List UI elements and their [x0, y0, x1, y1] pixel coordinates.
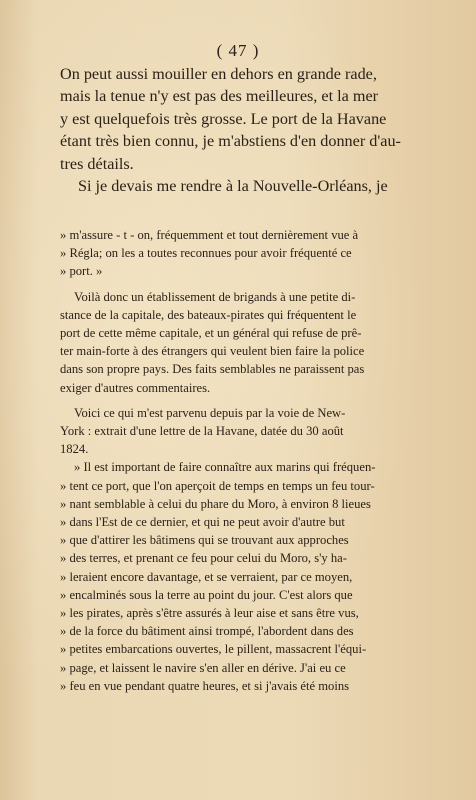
- text-line: mais la tenue n'y est pas des meilleures, et la mer: [60, 87, 379, 106]
- note-text-block: [60, 226, 422, 695]
- paragraph-line: stance de la capitale, des bateaux-pirates qui fréquentent le: [60, 307, 357, 322]
- text-line: tres détails.: [60, 154, 134, 173]
- quote-line: » dans l'Est de ce dernier, et qui ne peut avoir d'autre but: [60, 515, 345, 530]
- text-line: Si je devais me rendre à la Nouvelle-Orléans, je: [78, 177, 388, 196]
- text-line: On peut aussi mouiller en dehors en grande rade,: [60, 65, 377, 83]
- quote-line: » leraient encore davantage, et se verraient, par ce moyen,: [60, 569, 353, 584]
- quote-line: » les pirates, après s'être assurés à leur aise et sans être vus,: [60, 606, 359, 621]
- quote-line: » des terres, et prenant ce feu pour celui du Moro, s'y ha-: [60, 551, 347, 566]
- quote-line: » m'assure - t - on, fréquemment et tout dernièrement vue à: [60, 228, 359, 242]
- paragraph-line: Voici ce qui m'est parvenu depuis par la voie de New-: [74, 405, 346, 420]
- quote-line: » tent ce port, que l'on aperçoit de temps en temps un feu tour-: [60, 478, 375, 493]
- text-line: y est quelquefois très grosse. Le port de la Havane: [60, 109, 387, 128]
- paragraph-line: ter main-forte à des étrangers qui veulent bien faire la police: [60, 344, 365, 359]
- quote-line: » feu en vue pendant quatre heures, et si j'avais été moins: [60, 678, 350, 693]
- quote-line: » page, et laissent le navire s'en aller en dérive. J'ai eu ce: [60, 660, 346, 675]
- paragraph-line: exiger d'autres commentaires.: [60, 380, 211, 395]
- quote-line: » nant semblable à celui du phare du Moro, à environ 8 lieues: [60, 496, 371, 511]
- quote-line: » port. »: [60, 264, 103, 279]
- quote-line: » petites embarcations ouvertes, le pillent, massacrent l'équi-: [60, 642, 367, 657]
- main-text-block: [60, 63, 422, 197]
- page-number: ( 47 ): [216, 41, 260, 60]
- paragraph-line: 1824.: [60, 442, 89, 457]
- quote-line: » que d'attirer les bâtimens qui se trouvant aux approches: [60, 533, 349, 548]
- paragraph-line: dans son propre pays. Des faits semblables ne paraissent pas: [60, 362, 365, 377]
- paragraph-line: York : extrait d'une lettre de la Havane, datée du 30 août: [60, 424, 344, 439]
- quote-line: » de la force du bâtiment ainsi trompé, l'abordent dans des: [60, 624, 354, 639]
- quote-line: » Régla; on les a toutes reconnues pour avoir fréquenté ce: [60, 246, 352, 261]
- text-line: étant très bien connu, je m'abstiens d'en donner d'au-: [60, 132, 401, 151]
- quote-line: » Il est important de faire connaître aux marins qui fréquen-: [74, 460, 376, 475]
- paragraph-line: Voilà donc un établissement de brigands à une petite di-: [74, 289, 356, 304]
- paragraph-line: port de cette même capitale, et un général qui refuse de prê-: [60, 326, 362, 341]
- quote-line: » encalminés sous la terre au point du jour. C'est alors que: [60, 587, 353, 602]
